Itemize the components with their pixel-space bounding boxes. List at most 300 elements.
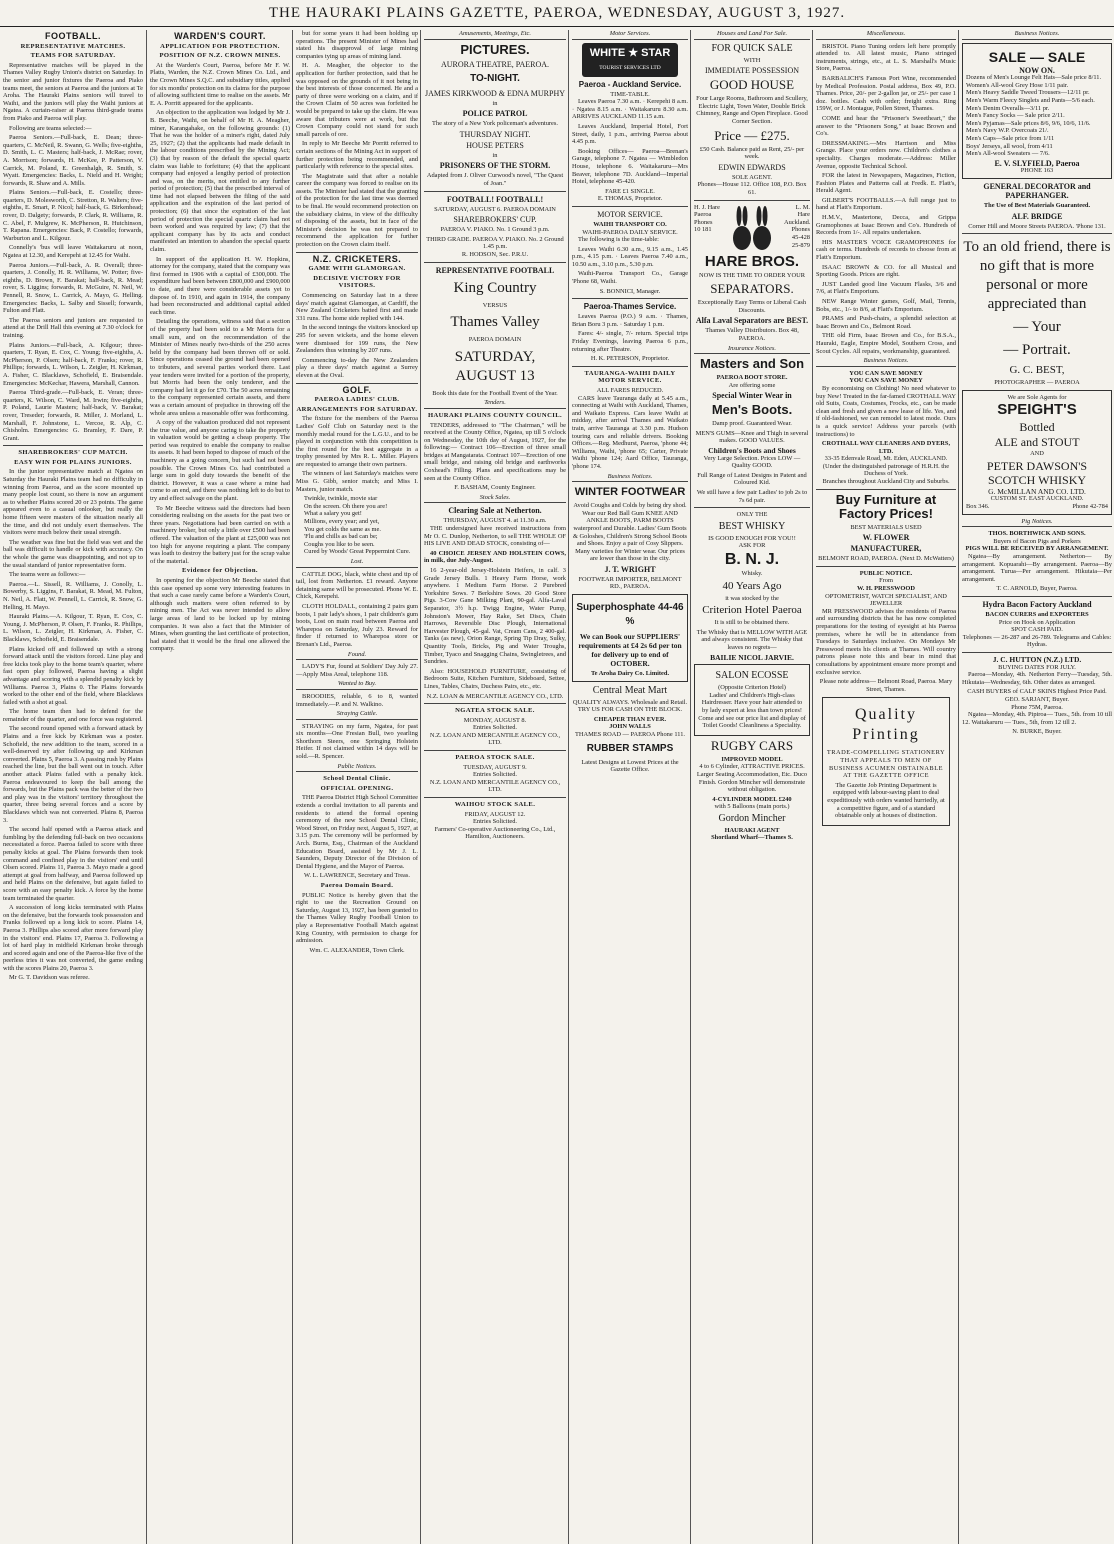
misc-ad: HIS MASTER'S VOICE GRAMOPHONES for cash or terms. Hundreds of records to choose from at Flatt's Emporium.	[816, 238, 956, 262]
good-enough: IS GOOD ENOUGH FOR YOU!!	[708, 534, 796, 542]
tauranga-text: CARS leave Tauranga daily at 5.45 a.m., connecting at Waihi with Auckland, Thames, and Waikato Express. Cars leave Waihi at midday, after arrival Thames and Waikato train, arrive Tauranga at 3.30 p.m. Hudson touring cars and reliable drivers. Booking Offices.—Reg. Medhurst, Paeroa, 'phone 44; Williams, Waihi, 'phone 65; Carter, Private Waihi 'phone 124; Aard Office, Tauranga, 'phone 174.	[572, 394, 688, 470]
photographer-label: PHOTOGRAPHER — PAEROA	[994, 379, 1080, 387]
best-materials-guaranteed: The Use of Best Materials Guaranteed.	[983, 201, 1091, 209]
rubber-stamps-heading: RUBBER STAMPS	[586, 742, 674, 754]
hare-rabbits-icon	[727, 204, 777, 252]
business-notices-label: Business Notices.	[572, 473, 688, 483]
bridge-name: ALF. BRIDGE	[1011, 211, 1063, 221]
entries-note: Entries Solicited.	[472, 818, 518, 826]
thames-times: Leaves Paeroa (P.O.) 9 a.m. · Thames, Brian Boru 3 p.m. · Saturday 1 p.m.	[572, 313, 688, 328]
white-star-logo-title: WHITE ★ STAR	[589, 46, 671, 59]
masthead: THE HAURAKI PLAINS GAZETTE, PAEROA, WEDNESDAY, AUGUST 3, 1927.	[0, 0, 1114, 27]
misc-ad: JUST Landed good line Vacuum Flasks, 3/6 and 7/6, at Flatt's Emporium.	[816, 280, 956, 296]
cricket-heading: N.Z. CRICKETERS.	[312, 253, 402, 264]
hauraki-agent: HAURAKI AGENT	[724, 826, 780, 834]
booking-offices: Booking Offices— Paeroa—Brenan's Garage, telephone 7. Ngatea — Wimbledon House, telephone 6. Waitakaruru—Mrs Beaver, telephone 7D. Auckland—Imperial Hotel, telephone 45-420.	[572, 147, 688, 186]
in-word: in	[492, 151, 498, 159]
superphosphate-heading: Superphosphate 44-46 %	[576, 602, 684, 628]
article-paragraph: Representative matches will be played in the Thames Valley Rugby Union's district on Saturday. In the senior and junior fixtures the Paeroa and Piako teams meet, the seniors at Paeroa and the juniors at Te Aroha. The Hauraki Plains seniors will travel to Waihi, and the juniors will play the Waihi juniors at Ngatea. A curtain-raiser at Paeroa third-grade teams from Piako and Paeroa will play.	[3, 61, 143, 122]
paeroa-sale-date: TUESDAY, AUGUST 9.	[463, 763, 527, 771]
golf-subheading: PAEROA LADIES' CLUB.	[314, 396, 400, 404]
presswood-text: MR PRESSWOOD advises the residents of Paeroa and surrounding districts that he has now completed preparations for the testing of eyesight at his Paeroa premises, where he will be in attendance from Tuesdays to Saturdays inclusive. On Mondays Mr Presswood meets his clients at Thames. Will country patrons please note this and bear in mind that consultations by appointment ensure more prompt and exclusive service.	[816, 607, 956, 676]
football-subheading-2: TEAMS FOR SATURDAY.	[30, 52, 116, 60]
column-business	[958, 30, 1114, 1544]
misc-ad: BRISTOL Piano Tuning orders left here promptly attended to. All latest music, Piano stringed instruments, strings, etc., at L. S. Marshall's Music Store, Paeroa.	[816, 42, 956, 73]
agent-name: EDWIN EDWARDS	[718, 162, 786, 172]
with-word: WITH	[743, 56, 761, 64]
motor-services-label: Motor Services.	[572, 30, 688, 40]
team-thames-valley: Thames Valley	[450, 314, 540, 331]
superphosphate-ad	[572, 594, 688, 682]
divider	[816, 566, 956, 567]
clearing-sale-items: 16 2-year-old Jersey-Holstein Heifers, in calf. 3 Grade Jersey Bulls. 1 Heavy Farm Horse, work anywhere. 1 Medium Farm Horse. 2 Purebred Yorkshire Sows. 7 Berkshire Sows. 20 Good Store Pigs. 3-Cow Gane Milking Plant, 90-gal. Alfa-Laval Separator, 3½ h.p. Twigg Engine, Water Pump, Johnston's Mower, Hay Rake, Set Discs, Chain Harrows, Reversible Disc Plough, International Harvester Plough, 45-gal. Vat, Cream Cans, 2 400-gal. Tanks (as new), Orion Range, Spring Tip Dray, Sulky, Quantity Tools, Bricks, Pig and Water Troughs, Timber, Tyaco and Snagging Chains, Swingletrees, and Sundries.	[424, 567, 566, 666]
buy-furniture-heading: Buy Furniture at Factory Prices!	[835, 491, 937, 521]
return-text: Leaves Auckland, Imperial Hotel, Fort Street, daily, 1 p.m., arriving Paeroa about 4.45 p.m.	[572, 122, 688, 146]
best-whisky: BEST WHISKY	[718, 520, 786, 532]
council-heading: HAURAKI PLAINS COUNTY COUNCIL.	[427, 411, 563, 419]
fare: FARE £1 SINGLE.	[605, 187, 655, 195]
verse-line: What a salary you get!	[304, 510, 362, 518]
sale-item: Men's Fancy Socks — Sale price 2/11.	[966, 112, 1065, 120]
decorator-heading: GENERAL DECORATOR and PAPERHANGER.	[983, 181, 1091, 200]
misc-ad: ISAAC BROWN & CO. for all Musical and Sporting Goods. Prices are right.	[816, 263, 956, 279]
notice-signature: Wm. C. ALEXANDER, Town Clerk.	[309, 946, 405, 954]
best-name: G. C. BEST,	[1009, 364, 1065, 377]
borthwick-name: THOS. BORTHWICK AND SONS.	[988, 530, 1086, 538]
hydra-heading: Hydra Bacon Factory Auckland	[982, 600, 1092, 609]
sale-heading: SALE — SALE	[988, 48, 1086, 65]
article-paragraph: A succession of long kicks terminated with Plains on the defensive, but the forwards took possession and Franks followed up a long kick to score. Plains 14, Paeroa 3. Phillips also scored after more forward play in the visitors' end. Plains 17, Paeroa 3. Following a lot of hard play in midfield Kirkman broke through and scored again and one of the Paeroa-like five of the peerless tries it was not converted, the game ending with the scores Plains 20, Paeroa 3.	[3, 904, 143, 972]
verse-line: You get colds the same as me.	[304, 525, 381, 533]
article-paragraph: To Mr Beeche witness said the directors had been considering realising on the assets for the past two or three years. Negotiations had been carried on with a machinery broker, but only a little over £500 had been offered. The valuation of the plant at £25,000 was not too high for anyone requiring a plant. The company was loath to destroy the battery just for the scrap value of the material.	[150, 504, 290, 565]
flower-name: W. FLOWER	[862, 533, 910, 543]
found-section-label: Found.	[296, 651, 418, 661]
verse-line: Millions, every year; and yet,	[304, 518, 380, 526]
verse-line: On the screen. Oh there you are!	[304, 502, 388, 510]
presswood-name: W. H. PRESSWOOD	[856, 585, 915, 593]
thames-proprietor: H. K. PETERSON, Proprietor.	[590, 355, 670, 363]
childrens-boots-text: Very Large Selection. Prices LOW — Quality GOOD.	[703, 454, 801, 470]
cricket-subheading-2: DECISIVE VICTORY FOR VISITORS.	[313, 274, 401, 290]
article-paragraph: Detailing the operations, witness said that a section of the property had been sold to a Mr Morris for a small sum, and on the recommendation of the Minister of Mines nearly two-thirds of the 250 acres held by the company had been thrown off or sold. Since operations ceased the ground had been opened to tributers, and several parties worked there. Last year tenders were invited for a portion of the property, but Morris had been the only tenderer, and the company had let it go for £70. The 50 acres remaining to the company represented certain assets, and there was a certain amount of prejudice in throwing off the whole area unless a reasonable offer was forthcoming.	[150, 318, 290, 417]
bnj-heading: B. N. J.	[724, 551, 780, 568]
in-word: in	[492, 99, 498, 107]
boot-store: PAEROA BOOT STORE.	[716, 374, 788, 382]
quality-printing-heading: Quality Printing	[852, 706, 920, 744]
agency-name: N.Z. LOAN AND MERCANTILE AGENCY CO., LTD.	[429, 731, 561, 747]
waihi-timetable-label: The following is the time-table:	[578, 236, 659, 244]
classified-ad: CATTLE DOG, black, white chest and tip of tail, lost from Netherton. £1 reward. Anyone detaining same will be prosecuted. Phone W. E. Chick, Kerepehi.	[296, 570, 418, 601]
save-money-2: YOU CAN SAVE MONEY	[849, 377, 923, 385]
bridge-address: Corner Hill and Moore Streets PAEROA. 'Phone 131.	[968, 222, 1106, 230]
article-paragraph: but for some years it had been holding up operations. The present Minister of Mines had stated his disapproval of large mining companies tying up areas of mining land.	[296, 30, 418, 60]
divider	[424, 191, 566, 192]
article-paragraph: The Magistrate said that after a notable career the company was forced to realise on its assets. The Minister had stated that the granting of the protection for the last time was deemed to be final. He would recommend protection on the subsidiary claims, in view of the difficulty of disposing of the assets, but in face of the Minister's decision he was not prepared to recommend the application for further protection on the Crown claim itself.	[296, 172, 418, 249]
bacon-curers: BACON CURERS and EXPORTERS	[985, 611, 1089, 618]
white-star-logo-subtitle: TOURIST SERVICES LTD	[599, 64, 661, 71]
tender-signature: F. BASHAM, County Engineer.	[454, 484, 536, 492]
wardens-court-heading: WARDEN'S COURT.	[174, 31, 266, 41]
notice-text: PUBLIC Notice is hereby given that the right to use the Recreation Ground on Saturday, August 13, 1927, has been granted to the Thames Valley Rugby Football Union to play a Representative Football Match against King Country, with permission to charge for admission.	[296, 891, 418, 945]
sarjant-phone: Phone 75M, Paeroa.	[1011, 703, 1063, 711]
house-terms: £50 Cash. Balance paid as Rent, 25/- per week.	[699, 145, 805, 161]
misc-ad: THE old Firm, Isaac Brown and Co., for B.S.A., Hauraki, Eagle, Empire Model, Southern Cross, and Scout Cycles. All repairs, workmanship, guaranteed.	[816, 332, 956, 355]
old-friend-text: To an old friend, there is no gift that is more personal or more appreciated than	[963, 239, 1111, 313]
stock-sales-label: Stock Sales.	[424, 494, 566, 504]
article-paragraph: The weather was fine but the field was wet and the ball was difficult to handle or kick with accuracy. On the whole the game was disappointing, and not up to the usual standard of junior representative form.	[3, 538, 143, 569]
tenders-label: Tenders.	[424, 399, 566, 409]
best-materials: BEST MATERIALS USED	[850, 523, 922, 531]
optometrist-label: OPTOMETRIST, WATCH SPECIALIST, AND JEWELLER	[825, 592, 947, 608]
calf-skins: CASH BUYERS of CALF SKINS Highest Price Paid.	[967, 688, 1107, 696]
arnold-buyer: T. C. ARNOLD, Buyer, Paeroa.	[996, 585, 1078, 593]
good-house-heading: GOOD HOUSE	[709, 77, 795, 93]
criterion-hotel: Criterion Hotel Paeroa	[702, 604, 802, 617]
house-price: Price — £275.	[714, 127, 790, 143]
verse-line: Coughs you like to be seen.	[304, 540, 375, 548]
article-paragraph: Paeroa Third-grade.—Full-back, E. Veran; three-quarters, K. Wilson, C. Ward, M. Irwin; five-eighths, P. Poland, Laurie Masters; half-back, V. Barakat; rover, Treseder; forwards, R. Miller, J. Morland, L. Marshall, F. Johnstone, L. Vercoe, R. Alp, C. Chisholm. Emergencies: G. Bramley, F. Dare, P. Grant.	[3, 389, 143, 442]
article-paragraph: In the junior representative match at Ngatea on Saturday the Hauraki Plains team had no difficulty in winning from Paeroa, and as the score mounted up many people lost count, so there is now an argument as to whether Plains scored 20 or 23 points. The game appeared even to a casual onlooker, but really the home fifteen were masters of the situation nearly all the time, and did not unduly exert themselves. The visitors were much below their usual strength.	[3, 468, 143, 537]
straying-section-label: Straying Cattle.	[296, 710, 418, 720]
book-date-note: Book this date for the Football Event of the Year.	[432, 389, 558, 397]
now-is-time: NOW IS THE TIME TO ORDER YOUR	[698, 271, 806, 279]
third-grade-match: THIRD GRADE. PAEROA V. PIAKO. No. 2 Ground 1.45 p.m.	[426, 235, 564, 251]
distributors: Thames Valley Distributors. Box 48, PAEROA.	[705, 327, 799, 342]
divider	[816, 489, 956, 490]
slyfield-phone: PHONE 163	[1020, 167, 1054, 175]
clearing-sale-furniture: Also: HOUSEHOLD FURNITURE, consisting of Bedroom Suite, Kitchen Furniture, Sideboard, Settee, Lines, Tables, Chairs, Duchess Pairs, etc., etc.	[424, 667, 566, 690]
domain-board-heading: Paeroa Domain Board.	[320, 881, 394, 889]
column-amusements	[420, 30, 569, 1544]
hydra-telephones: Telephones — 26-287 and 26-789. Telegrams and Cables: Hydras.	[962, 633, 1112, 649]
film-star: HOUSE PETERS	[466, 140, 524, 150]
article-paragraph: A copy of the valuation produced did not represent the true value, and anyone caring to take the property in valuation would be getting a cheap property. The period was required to enable the company to realise its assets. It had been hoped to dispose of much of the machinery as a going concern, but such had not been possible. The Crown Mines Co. had contributed a large sum in gold duty towards the benefit of the district. However, it was a case where a mine had come to an end, and there was nothing left to do but to try and effect salvage on the plant.	[150, 419, 290, 503]
notice-signature: W. L. LAWRENCE, Secretary and Treas.	[304, 872, 410, 880]
versus-label: VERSUS	[482, 301, 508, 309]
public-notices-label: Public Notices.	[296, 763, 418, 773]
mcmillan-address: CUSTOM ST. EAST AUCKLAND.	[990, 495, 1084, 503]
walls-address: THAMES ROAD — PAEROA Phone 111.	[574, 731, 686, 739]
column-motor-services	[568, 30, 691, 1544]
cup-heading: SHAREBROKERS' CUP MATCH.	[18, 449, 128, 457]
article-paragraph: Plains kicked off and followed up with a strong forward attack until the visitors forced. Line play and free kicks took play to the home team's quarter, where fast open play followed, Paeroa having a slight advantage and scoring with a splendid penalty kick by Williams. Paeroa 3, Plains 0. The Plains forwards worked to the other end of the field, where Blacklaws failed with a shot at goal.	[3, 645, 143, 706]
misc-ad: BARBALICH'S Famous Port Wine, recommended by Medical Profession. Postal address, Box 49, P.O. Thames. Price, 20/- per 2-gallon jar, or 25/- per case 1 doz. bottles. Cash with order; freight extra. Ring 159W, or J. Montague, Pollen Street, Thames.	[816, 74, 956, 113]
hutton-heading: J. C. HUTTON (N.Z.) LTD.	[992, 654, 1082, 664]
article-paragraph: The second round opened with a forward attack by Plains and a free kick by Kirkman was a poster. Schofield, the new addition to the team, scored in a well-deserved try after following up and Kirkman converted. Plains 5, Paeroa 3. A passing rush by Plains reached the line, but the ball went out in touch. After another attack Plains failed with a penalty kick. Paeroa endeavoured to keep the ball among the forwards, but the Plains pack was the better of the two and play was in the visitors' territory throughout the quarter, three being several forces and a score by Blacklaws which was not converted. Plains 8, Paeroa 3.	[3, 725, 143, 824]
portrait-text: — Portrait.	[1003, 342, 1071, 359]
ladies-note: We still have a few pair Ladies' to job 2s to 7s 6d pair.	[696, 489, 808, 504]
insurance-label: Insurance Notices.	[694, 345, 810, 355]
clearing-sale-heading: Clearing Sale at Netherton.	[448, 506, 542, 516]
divider	[296, 252, 418, 253]
from-word: From	[879, 577, 893, 585]
divider	[3, 445, 143, 446]
ale-stout: ALE and STOUT	[994, 435, 1080, 450]
film-description: The story of a New York policeman's adventures.	[432, 120, 558, 128]
dental-clinic-subheading: OFFICIAL OPENING.	[320, 784, 394, 792]
clearing-sale-headline: 40 CHOICE JERSEY AND HOLSTEIN COWS, in milk, due July-August.	[424, 549, 566, 565]
verse	[304, 495, 418, 556]
houses-land-label: Houses and Land For Sale.	[694, 30, 810, 40]
tonight-heading: TO-NIGHT.	[470, 72, 520, 84]
public-notice-heading: PUBLIC NOTICE.	[859, 569, 913, 577]
price-on-hook: Price on Hook on Application	[998, 618, 1076, 626]
misc-ad: PRAMS and Push-chairs, a splendid selection at Isaac Brown and Co., Belmont Road.	[816, 315, 956, 330]
shortland-wharf: Shortland Wharf—Thames S.	[711, 834, 793, 842]
amusements-label: Amusements, Meetings, Etc.	[424, 30, 566, 40]
forty-years-ago: 40 Years Ago	[722, 579, 782, 592]
slyfield-sale-ad	[962, 43, 1112, 179]
cheaper-than-ever: CHEAPER THAN EVER.	[593, 715, 667, 723]
article-paragraph: Plains Seniors.—Full-back, E. Costello; three-quarters, D. Molesworth, C. Stretton, R. Walters; five-eighths, E. Smart, P. Nicol; half-back, G. Birkenhead; rover, D. Dalgety; forwards, P. Clark, R. Williams, R. C. Abel, F. Mulgrew, K. McPherson, R. Hutchinson, T. Rapana. Emergencies: Back, P. Costello; forwards, Warburton and L. Kilgour.	[3, 189, 143, 242]
ask-for: ASK FOR	[738, 542, 766, 550]
pig-stations: Ngatea—By arrangement. Netherton— By arrangement. Kopuarahi—By arrangement. Paeroa—By arrangement. Turua—Per arrangement. Hikutaia—Per arrangement.	[962, 553, 1112, 583]
mcmillan-name: G. McMILLAN AND CO. LTD.	[988, 486, 1086, 496]
mcmillan-contacts	[966, 503, 1108, 511]
timetable-label: TIME-TABLE.	[610, 90, 650, 98]
article-paragraph: An objection to the application was lodged by Mr J. B. Beeche, Waihi, on behalf of Mr H. A. Meagher, miner, Karangahake, on the following grounds: (1) That he was the holder of a miner's right, dated July 25, 1927; (2) that the applicants had made default in the labour conditions prescribed by the Mining Act; (3) that by reason of the default the special quartz claim was liable to forfeiture; (4) that the applicant company had enjoyed a lengthy period of protection and was, on the merits, not entitled to any further period of protection; (5) that the prescribed interval of time had not elapsed between the filing of the said application and the expiration of the last period of protection; (6) that since the expiration of the last period of protection the special quartz claim had not been worked and was required by law; (7) that the applicant company has by its acts and conduct manifested an intention to abandon the special quartz claim.	[150, 109, 290, 254]
presswood-address: Please note address— Belmont Road, Paeroa. Mary Street, Thames.	[819, 678, 953, 693]
flower-address: BELMONT ROAD, PAEROA. (Next D. McWatters)	[818, 555, 954, 563]
quick-sale-heading: FOR QUICK SALE	[711, 42, 793, 54]
column-wardens-court	[146, 30, 293, 1544]
business-notices-label: Business Notices.	[816, 357, 956, 367]
agent-role: SOLE AGENT.	[732, 173, 772, 181]
rubber-stamps-text: Latest Designs at Lowest Prices at the Gazette Office.	[581, 758, 679, 774]
speights-heading: SPEIGHT'S	[997, 401, 1077, 419]
article-paragraph: Hauraki Plains.—A. Kilgour, T. Ryan, E. Cox, C. Young, J. McPherson, P. Olsen, F. Franks, R. Phillips, L. Wilson, L. Zeigler, H. Kirkman, A. Fisher, C. Blacklaws, Schofield, E. Braisendale.	[3, 613, 143, 643]
article-paragraph: The fixture for the members of the Paeroa Ladies' Golf Club on Saturday next is the monthly medal round for the L.G.U., and to be played in conjunction with this competition is the first round for the best aggregate in a trophy presented by Mrs R. L. Miller. Players are requested to arrange their own partners.	[296, 415, 418, 468]
football-heading: FOOTBALL.	[45, 31, 101, 41]
model-price: 4-CYLINDER MODEL £240	[712, 795, 792, 803]
spot-cash: SPOT CASH PAID.	[1011, 626, 1063, 634]
whisky-word: Whisky.	[741, 570, 763, 577]
sale-item: Men's All-wool Sweaters — 7/6.	[966, 150, 1050, 158]
waihi-garage: Waihi-Paeroa Transport Co., Garage 'Phone 68, Waihi.	[572, 270, 688, 286]
waihou-sale-date: FRIDAY, AUGUST 12.	[464, 810, 526, 818]
article-paragraph: Mr G. T. Davidson was referee.	[9, 974, 90, 982]
paeroa-sale-heading: PAEROA STOCK SALE.	[455, 754, 535, 762]
sale-item: Men's Heavy Saddle Tweed Trousers—12/11 pr.	[966, 89, 1090, 97]
wright-address: FOOTWEAR IMPORTER, BELMONT RD., PAEROA.	[578, 575, 682, 591]
football-ad-heading: FOOTBALL! FOOTBALL!	[446, 194, 544, 204]
timetable-text: Leaves Paeroa 7.30 a.m. · Kerepehi 8 a.m. · Ngatea 8.15 a.m. · Waitakaruru 8.30 a.m. ARRIVES AUCKLAND 11.15 a.m.	[572, 98, 688, 121]
waihi-company: WAIHI TRANSPORT CO.	[593, 220, 667, 228]
football-subheading: REPRESENTATIVE MATCHES.	[20, 42, 126, 50]
classified-ad: LADY'S Fur, found at Soldiers' Day July 27.—Apply Miss Areal, telephone 118.	[296, 663, 418, 678]
waihi-manager: S. BONNICI, Manager.	[599, 287, 661, 295]
cup-match: PAEROA V. PIAKO. No. 1 Ground 3 p.m.	[440, 226, 550, 234]
quality-printing-text: TRADE-COMPELLING STATIONERY THAT APPEALS TO MEN OF BUSINESS ACUMEN OBTAINABLE AT THE GAZETTE OFFICE	[826, 749, 946, 780]
divider	[424, 703, 566, 704]
film-title: POLICE PATROL	[462, 109, 528, 119]
divider	[296, 383, 418, 384]
golf-heading: GOLF.	[342, 384, 372, 395]
article-paragraph: The winners of last Saturday's matches were Miss G. Gibb, senior match; and Miss I. Masters, junior match.	[296, 470, 418, 493]
sale-item: Men's Warm Fleecy Singlets and Pants—5/6 each.	[966, 96, 1095, 104]
film-description: Adapted from J. Oliver Curwood's novel, "The Quest of Joan."	[426, 172, 564, 187]
article-paragraph: In reply to Mr Beeche Mr Porritt referred to certain sections of the Mining Act in support of further protection being recommended, and particularly with reference to the special sites.	[296, 140, 418, 171]
superphosphate-text: We can Book our SUPPLIERS' requirements at £4 2s 6d per ton for delivery up to end of OCTOBER.	[578, 632, 682, 669]
article-paragraph: In the second innings the visitors knocked up 295 for seven wickets, and the home eleven were dismissed for 199 runs, the New Zealanders thus winning by 207 runs.	[296, 324, 418, 355]
mens-boots-text: Damp proof. Guaranteed Wear.	[712, 420, 792, 428]
john-walls: JOHN WALLS	[609, 723, 651, 731]
wanted-section-label: Wanted to Buy.	[296, 680, 418, 690]
misc-ad: GILBERT'S FOOTBALLS.—A full range just to hand at Flatt's Emporium.	[816, 196, 956, 212]
model-subtext: with 5 Balloons (main ports.)	[714, 803, 790, 811]
hare-paeroa-contact: H. J. Hare Paeroa Phones 10 181	[694, 203, 720, 234]
divider	[424, 797, 566, 798]
waihou-sale-heading: WAIHOU STOCK SALE.	[454, 801, 536, 809]
clearing-sale-text: THE undersigned have received instructions from Mr O. C. Dunlop, Netherton, to sell THE WHOLE OF HIS LIVE AND DEAD STOCK, consisting of—	[424, 525, 566, 548]
ngatea-sale-heading: NGATEA STOCK SALE.	[455, 707, 535, 715]
sale-item: Men's Caps—Sale price from 1/11	[966, 134, 1055, 142]
winter-footwear-text: Avoid Coughs and Colds by being dry shod. Wear our Red Ball Gum KNEE AND ANKLE BOOTS, PARM BOOTS waterproof and Durable. Ladies' Gum Boots & Goloshes, Children's Strong School Boots and Shoes. Enjoy a pair of Cosy Slippers. Many varieties for Winter wear. Our prices are lower than those in the city.	[572, 502, 688, 563]
still-obtainable: It is still to be obtained there.	[714, 619, 790, 627]
representative-heading: REPRESENTATIVE FOOTBALL	[435, 265, 555, 275]
bottled-word: Bottled	[1019, 420, 1055, 435]
column-football	[0, 30, 146, 1544]
divider	[424, 750, 566, 751]
rugby-cars-heading: RUGBY CARS	[710, 737, 794, 753]
cricket-subheading: GAME WITH GLAMORGAN.	[308, 265, 406, 273]
sale-item: Women's All-wool Grey Hose 1/11 pair.	[966, 81, 1069, 89]
sale-item: Men's Navy W.P. Overcoats 21/.	[966, 127, 1049, 135]
sale-item: Men's Denim Overalls—3/11 pr.	[966, 104, 1050, 112]
clearing-sale-date: THURSDAY, AUGUST 4. at 11.30 a.m.	[443, 517, 547, 525]
third-grade-signature: R. HODSON, Sec. P.R.U.	[461, 250, 529, 258]
slyfield-name: E. V. SLYFIELD, Paeroa	[994, 158, 1080, 168]
meat-mart-text: QUALITY ALWAYS. Wholesale and Retail. TRY US FOR CASH ON THE BLOCK.	[572, 698, 688, 714]
entries-note: Entries Solicited.	[472, 771, 518, 779]
waihi-times: Leaves Waihi 6.30 a.m., 9.15 a.m., 1.45 p.m., 4.15 p.m. · Leaves Paeroa 7.40 a.m., 10.50 a.m., 3.10 p.m., 5.30 p.m.	[572, 245, 688, 268]
agency-name: N.Z. LOAN AND MERCANTILE AGENCY CO., LTD.	[429, 778, 561, 794]
misc-ad: COME and hear the "Prisoner's Sweetheart," the answer to the "Prisoners Song," at Isaac Brown and Co's.	[816, 114, 956, 138]
tauranga-heading: TAURANGA-WAIHI DAILY MOTOR SERVICE.	[584, 369, 676, 385]
offering-text: Are offering some	[728, 381, 776, 389]
peter-dawson: PETER DAWSON'S SCOTCH WHISKY	[986, 458, 1088, 487]
article-paragraph: The teams were as follows:—	[9, 571, 86, 579]
article-paragraph: The Paeroa seniors and juniors are requested to attend at the Drill Hall this evening at 7.30 o'clock for training.	[3, 316, 143, 339]
classified-ad: BROODIES, reliable, 6 to 8, wanted immediately.—P. and N. Walkino.	[296, 692, 418, 708]
divider	[694, 507, 810, 508]
your-text: — Your	[1013, 319, 1061, 336]
misc-ad: DRESSMAKING.—Mrs Harrison and Miss Grange. Place your orders now. Children's clothes a speciality. Charges moderate.—Address: Miller Avenue, opposite Technical School.	[816, 139, 956, 170]
sale-item: Boys' Jerseys, all wool, from 4/11	[966, 142, 1053, 150]
tender-text: TENDERS, addressed to "The Chairman," will be received at the County Office, Ngatea, up till 5 o'clock on Wednesday, the 10th day of August, 1927, for the following:— Contract 106—Erection of three small bridges at Mangatarata. Contract 107—Erection of one small bridge, and raising old bridge and earthworks Coxhead's Filling. Plans and specifications may be seen at the County Office.	[424, 421, 566, 482]
divider	[962, 652, 1112, 653]
proprietor: E. THOMAS, Proprietor.	[597, 195, 663, 203]
cup-name: SHAREBROKERS' CUP.	[453, 215, 537, 225]
match-venue: PAEROA DOMAIN	[468, 336, 522, 344]
verse-line: Cured by Woods' Great Peppermint Cure.	[304, 548, 411, 556]
column-miscellaneous	[812, 30, 959, 1544]
article-paragraph: In opening for the objection Mr Beeche stated that this case opened up some very interesting features in that such a case rarely came before a Warden's Court, although such matters were often referred to by mining men. The Act was never intended to allow large areas of land to be locked up by mining companies. It was also a fact that the Minister of Mines, when granting the last certificate of protection, had stated that it would be the final one allowed the company.	[150, 576, 290, 653]
pictures-heading: PICTURES.	[460, 41, 530, 57]
stocked-text: it was stocked by the	[725, 594, 779, 602]
manufacturer-label: MANUFACTURER,	[850, 544, 922, 554]
cup-subheading: EASY WIN FOR PLAINS JUNIORS.	[14, 458, 132, 466]
article-paragraph: H. A. Meagher, the objector to the application for further protection, said that he was opposed on the grounds of it not being in the best interests of those concerned. He and a party of three were working on a claim, and if the Crown Claim of 50 acres was forfeited he would be prepared to take up the claim. He was aware that tributers were at work, but the Crown Company could not stand for such small parcels of ore.	[296, 62, 418, 138]
agent-phones: Phones—House 112. Office 108, P.O. Box 61.	[697, 181, 807, 196]
crothall-branches: Branches throughout Auckland City and Suburbs.	[822, 478, 950, 486]
sale-item: Dozens of Men's Lounge Felt Hats—Sale price 8/11.	[966, 74, 1102, 82]
masters-son-heading: Masters and Son	[699, 356, 805, 372]
divider	[572, 206, 688, 207]
classified-ad: CLOTH HOLDALL, containing 2 pairs gum boots, 1 pair lady's shoes, 1 pair children's gum boots, Lost on main road between Paeroa and Wharepoa on Saturday, July 23. Reward for finder if returned to Wharepoa store or Brenan's Ltd., Paeroa.	[296, 602, 418, 648]
pigs-received: PIGS WILL BE RECEIVED BY ARRANGEMENT.	[965, 545, 1109, 553]
article-paragraph: Plains Juniors.—Full-back, A. Kilgour; three-quarters, T. Ryan, E. Cox, C. Young; five-eighths, A. McPherson, P. Olsen; half-back, F. Franks; rover, R. Phillips; forwards, L. Wilson, L. Zeigler, H. Kirkman, A. Fisher, C. Blacklaws, Schofield, E. Braisendale. Emergencies: McKechar, Hawera, Marshall, Cannon.	[3, 341, 143, 387]
misc-ad: NEW Range Winter games, Golf, Mail, Tennis, Bobs, etc., 1/- to 8/6, at Flatt's Emporium.	[816, 298, 956, 313]
dental-clinic-heading: School Dental Clinic.	[323, 775, 391, 783]
entries-note: Entries Solicited.	[472, 724, 518, 732]
and-word: AND	[1030, 450, 1044, 458]
article-paragraph: Commencing on Saturday last in a three days' match against Glamorgan, at Cardiff, the New Zealand Cricketers batted first and made 331 runs. The home side replied with 144.	[296, 292, 418, 322]
article-paragraph: In support of the application H. W. Hopkins, attorney for the company, stated that the company was first formed in 1906 with a capital of £300,000. The expenditure had been between £800,000 and £900,000 to date, and there were considerable assets yet to dispose of. In 1910, and again in 1914, the company had been reconstructed and additional capital added each time.	[150, 255, 290, 316]
theatre-name: AURORA THEATRE, PAEROA.	[440, 59, 549, 69]
misc-ad: FOR the latest in Newspapers, Magazines, Fiction, Fashion Plates and Patterns call at Fredk. E. Flatt's, Herald Agent.	[816, 172, 956, 195]
wardens-court-subheading: APPLICATION FOR PROTECTION.	[160, 42, 280, 50]
salon-subheading: (Opposite Criterion Hotel)	[718, 684, 786, 692]
mens-boots-heading: Men's Boots.	[711, 402, 793, 418]
separators-terms: Exceptionally Easy Terms or Liberal Cash Discounts.	[697, 299, 807, 314]
ngatea-sale-date: MONDAY, AUGUST 8.	[463, 716, 527, 724]
alfa-laval-heading: Alfa Laval Separators are BEST.	[695, 316, 809, 326]
salon-heading: SALON ECOSSE	[715, 670, 789, 682]
thames-service-heading: Paeroa-Thames Service.	[583, 302, 677, 312]
waihi-route: WAIHI-PAEROA DAILY SERVICE.	[582, 228, 678, 236]
column-houses-land	[690, 30, 813, 1544]
crothall-patronage: (Under the distinguished patronage of H.R.H. the Duchess of York.	[822, 462, 950, 478]
verse-line: Twinkle, twinkle, movie star	[304, 495, 378, 503]
improved-model: IMPROVED MODEL	[721, 755, 783, 763]
salon-text: Ladies' and Children's High-class Hairdresser. Have your hair attended to by lady expert at less than town prices! Come and see our price list and display of Toilet Goods! Cleanliness a Speciality.	[698, 691, 806, 730]
special-winter: Special Winter Wear in	[712, 391, 792, 401]
divider	[694, 200, 810, 201]
mcmillan-phone: Phone 42-784	[1072, 503, 1108, 511]
divider	[424, 262, 566, 263]
miscellaneous-label: Miscellaneous.	[816, 30, 956, 40]
house-description: Four Large Rooms, Bathroom and Scullery, Electric Light, Town Water, Double Brick Chimney, Range and Open Fireplace. Good Corner Section.	[696, 95, 808, 125]
crothall-address: 33-35 Edenvale Road, Mt. Eden, AUCKLAND.	[824, 455, 948, 463]
crothall-text: By economising on Clothing! No need whatever to buy New! Treated in the far-famed CROTHALL WAY old Suits, Coats, Costumes, Frocks, etc., can be made clean and fresh and given a new lease of life. Yes, and if old-fashioned, we can remodel to latest mode. Ours is a quick service! Address your parcels (with instructions) to	[816, 384, 956, 438]
salon-ecosse-ad	[694, 664, 810, 736]
baillie-nicol-jarvie: BAILIE NICOL JARVIE.	[710, 652, 794, 662]
article-paragraph: Paeroa Seniors.—Full-back, E. Dean; three-quarters, C. McNeil, R. Swann, G. Wells; five-eighths, D. Smith, L. C. Masters; half-back, J. McRae; rover, A. Morrison; forwards, H. McKee, P. Patterson, V. Carrick, M. Poland, E. Greenhalgh, R. Smith, S. Wyatt. Emergencies: Backs, L. Nield and H. Wright; forwards, R. Shaw and A. Mills.	[3, 134, 143, 187]
article-paragraph: The second half opened with a Paeroa attack and fumbling by the defending full-back on two occasions necessitated a force. Paeroa failed to score with three penalty kicks at goal. The Plains forwards then took command and confined play in the visitors' end until Olsen scored. Plains 11, Paeroa 3. Mayo made a good attempt at goal from halfway, and Paeroa followed up and held Plains on the defensive, but again failed to score with an easy penalty kick. A force by the home team terminated the quarter.	[3, 826, 143, 902]
divider	[572, 366, 688, 367]
article-paragraph: Following are teams selected:—	[9, 124, 92, 132]
article-paragraph: Paeroa Juniors.—Full-back, A. R. Overall; three-quarters, J. Conolly, H. R. Williams, W. Potter; five-eighths, D. Brown, F. Barakat; half-back, R. Mead; rover, S. Liggins; forwards, R. McGuire, N. Neil, W. Pennell, R. Snow, L. Carrick, A. Mayo, G. Helling. Emergencies: Backs, L. Salby and Sissell; forwards, Fulton and Flatt.	[3, 261, 143, 315]
verse-line: 'Flu and chills as bad can be;	[304, 533, 378, 541]
film-title: PRISONERS OF THE STORM.	[439, 161, 551, 171]
immediate-possession: IMMEDIATE POSSESSION	[704, 66, 799, 76]
column-cricket-golf	[292, 30, 421, 1544]
crown-mines-subheading: POSITION OF N.Z. CROWN MINES.	[159, 52, 281, 60]
borthwick-buyers: Buyers of Bacon Pigs and Porkers	[993, 537, 1081, 545]
hare-bros-ad	[694, 204, 810, 252]
dairy-company: Te Aroha Dairy Co. Limited.	[590, 670, 670, 678]
childrens-boots: Children's Boots and Shoes	[708, 446, 796, 456]
rugby-cars-text: 4 to 6 Cylinder, ATTRACTIVE PRICES. Larger Seating Accommodation, Etc. Duco Finish. Gordon Mincher will demonstrate without obligation.	[696, 763, 808, 794]
notice-text: THE Paeroa District High School Committee extends a cordial invitation to all parents and residents to attend the formal opening ceremony of the new School Dental Clinic, Wood Street, on Friday next, August 5, 1927, at 3.15 p.m. The ceremony will be performed by Arch. Burns, Esq., Chairman of the Auckland Education Board, assisted by Mr J. L. Saunders, Deputy Director of the Division of Dental Hygiene, and the Mayor of Paeroa.	[296, 794, 418, 870]
divider	[572, 298, 688, 299]
sole-agents: We are Sole Agents for	[1007, 393, 1067, 401]
fares-reduced: ALL FARES REDUCED.	[596, 387, 664, 394]
misc-ad: H.M.V., Mastertone, Decca, and Grippa Gramophones at Isaac Brown and Co's. Hundreds of Records from 1/-. All repairs undertaken.	[816, 214, 956, 237]
article-paragraph: Connelly's 'bus will leave Waitakaruru at noon, Ngatea at 12.30, and Kerepehi at 12.45 for Waihi.	[3, 244, 143, 260]
lost-section-label: Lost.	[296, 558, 418, 568]
